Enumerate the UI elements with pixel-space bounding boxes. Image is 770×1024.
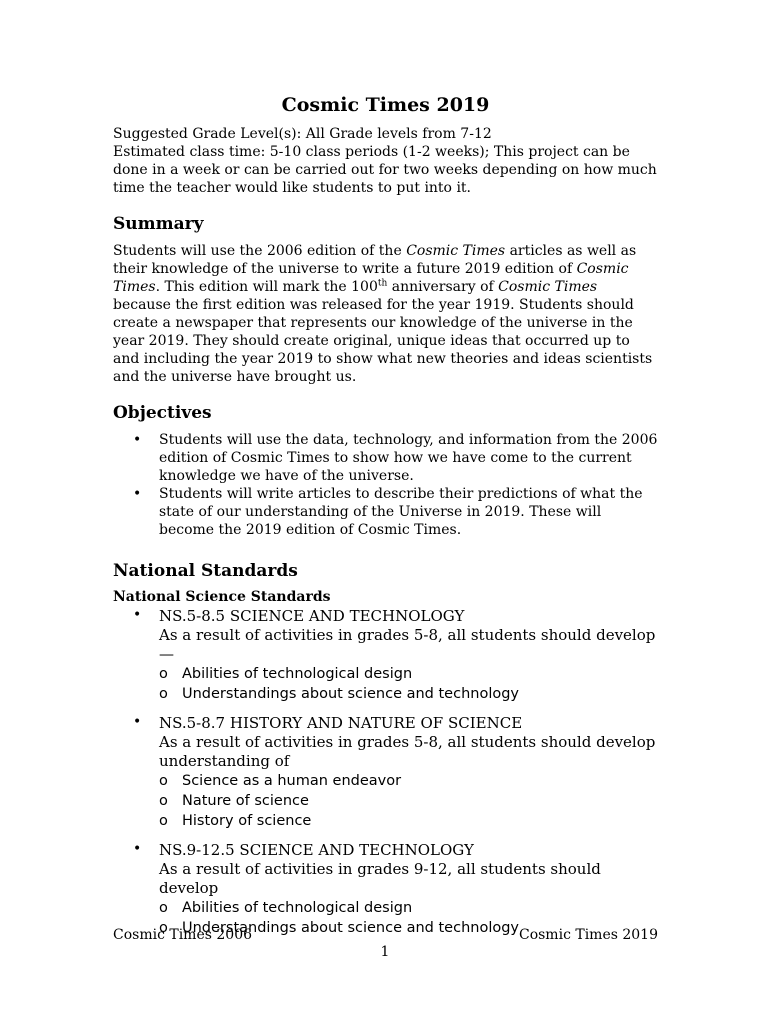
standard-subitem: o History of science: [159, 811, 658, 831]
standard-sublist: [159, 771, 658, 831]
standard-title: • NS.9-12.5 SCIENCE AND TECHNOLOGY: [159, 841, 474, 859]
objective-item: • Students will write articles to describe their predictions of what the state of our understanding of the Universe in 2019. These will become the 2019 edition of Cosmic Times.: [113, 485, 658, 539]
standard-item: [113, 607, 658, 704]
standard-subitem: o Science as a human endeavor: [159, 771, 658, 791]
standard-subitem: o Understandings about science and technology: [159, 684, 658, 704]
footer-right: Cosmic Times 2019: [518, 927, 658, 943]
standard-item: [113, 714, 658, 831]
standard-sublist: [159, 664, 658, 704]
standard-title: • NS.5-8.5 SCIENCE AND TECHNOLOGY: [159, 607, 465, 625]
summary-paragraph: Students will use the 2006 edition of the Cosmic Times articles as well as their knowledge of the universe to write a future 2019 edition of Cosmic Times. This edition will mark the 100th anniversary of Cosmic Times because the first edition was released for the year 1919. Students should create a newspaper that represents our knowledge of the universe in the year 2019. They should create original, unique ideas that occurred up to and including the year 2019 to show what new theories and ideas scientists and the universe have brought us.: [113, 243, 653, 385]
summary-heading: Summary: [113, 214, 204, 234]
summary-italic-title: Cosmic Times: [498, 279, 598, 295]
standards-subheading: National Science Standards: [113, 589, 331, 605]
standard-subitem: o Abilities of technological design: [159, 664, 658, 684]
standards-heading: National Standards: [113, 561, 298, 581]
objectives-list: [113, 431, 658, 539]
standard-subitem: o Understandings about science and technology: [159, 918, 658, 938]
page-number: 1: [380, 944, 390, 960]
objective-item: • Students will use the data, technology, and information from the 2006 edition of Cosmic Times to show how we have come to the current knowledge we have of the universe.: [113, 431, 658, 485]
standard-description: As a result of activities in grades 5-8, all students should develop—: [159, 626, 656, 663]
standard-subitem: o Nature of science: [159, 791, 658, 811]
footer-left: Cosmic Times 2006: [113, 927, 253, 943]
summary-italic-title: Cosmic Times: [113, 261, 629, 295]
summary-italic-title: Cosmic Times: [406, 243, 506, 259]
class-time: Estimated class time: 5-10 class periods (1-2 weeks); This project can be done in a week or can be carried out for two weeks depending on how much time the teacher would like students to put into it.: [113, 144, 657, 196]
standard-title: • NS.5-8.7 HISTORY AND NATURE OF SCIENCE: [159, 714, 523, 732]
grade-level: Suggested Grade Level(s): All Grade levels from 7-12: [113, 126, 492, 142]
objectives-heading: Objectives: [113, 403, 212, 423]
standard-item: [113, 841, 658, 938]
standard-description: As a result of activities in grades 5-8, all students should develop understanding of: [159, 733, 656, 770]
document-page: [113, 94, 658, 948]
document-title: Cosmic Times 2019: [281, 94, 490, 116]
standard-description: As a result of activities in grades 9-12, all students should develop: [159, 860, 601, 897]
standard-subitem: o Abilities of technological design: [159, 898, 658, 918]
standards-list: [113, 607, 658, 938]
